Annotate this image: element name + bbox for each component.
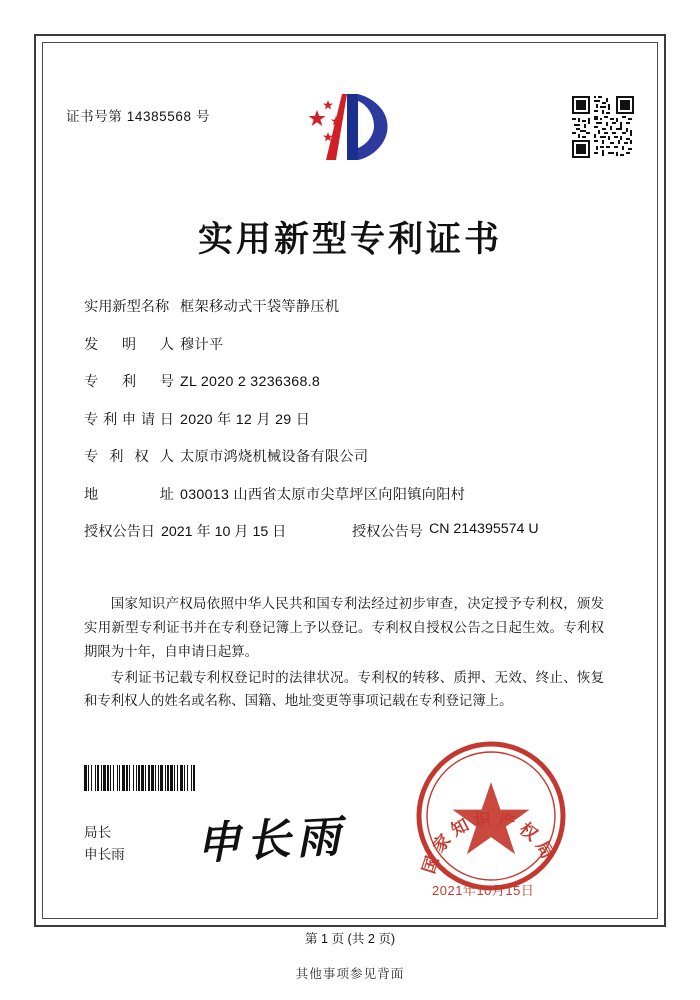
- field-value-name: 框架移动式干袋等静压机: [180, 299, 340, 315]
- page-title: 实用新型专利证书: [197, 220, 502, 260]
- cnipa-emblem-icon: [300, 88, 400, 166]
- field-row-inventor: [84, 334, 624, 354]
- grant-date-value: 2021 年 10 月 15 日: [160, 524, 287, 540]
- field-label-patent-number: 专利号: [84, 374, 174, 390]
- signature-block: [84, 822, 125, 866]
- field-label-name: 实用新型名称: [84, 299, 170, 315]
- qr-code-icon: [572, 96, 634, 158]
- field-value-inventor: 穆计平: [180, 336, 224, 353]
- grant-date-label: 授权公告日: [84, 524, 155, 540]
- grant-number-value: CN 214395574 U: [428, 521, 539, 537]
- director-role-label: 局长: [84, 825, 112, 840]
- legal-paragraph-2: 专利证书记载专利权登记时的法律状况。专利权的转移、质押、无效、终止、恢复和专利权人的姓名或名称、国籍、地址变更等事项记载在专利登记簿上。: [84, 669, 604, 709]
- field-value-patent-number: ZL 2020 2 3236368.8: [180, 374, 321, 390]
- field-row-patentee: [84, 446, 624, 466]
- grant-date-group: [84, 521, 352, 541]
- field-row-address: [84, 484, 624, 504]
- field-row-application-date: [84, 409, 624, 429]
- field-row-patent-number: [84, 371, 624, 391]
- seal-date: 2021年10月15日: [432, 883, 535, 898]
- field-label-application-date: 专利申请日: [84, 411, 174, 428]
- field-value-patentee: 太原市鸿烧机械设备有限公司: [180, 449, 369, 465]
- director-handwritten-signature: 申长雨: [195, 811, 348, 870]
- field-label-inventor: 发明人: [84, 336, 174, 353]
- certificate-number: 证书号第 14385568 号: [66, 109, 211, 124]
- legal-paragraph-1: 国家知识产权局依照中华人民共和国专利法经过初步审查，决定授予专利权，颁发实用新型专利证书并在专利登记簿上予以登记。专利权自授权公告之日起生效。专利权期限为十年，自申请日起算。: [84, 596, 604, 659]
- footnote: 其他事项参见背面: [295, 967, 405, 981]
- grant-info-row: [84, 521, 624, 541]
- grant-number-group: [352, 521, 624, 541]
- official-seal-icon: [410, 735, 572, 897]
- page-number: 第 1 页 (共 2 页): [304, 932, 396, 946]
- field-value-application-date: 2020 年 12 月 29 日: [180, 411, 311, 428]
- field-label-address: 地址: [84, 486, 174, 503]
- field-row-name: [84, 296, 624, 316]
- field-label-patentee: 专利权人: [84, 449, 174, 465]
- grant-number-label: 授权公告号: [352, 524, 423, 540]
- barcode-icon: [84, 765, 276, 791]
- field-value-address: 030013 山西省太原市尖草坪区向阳镇向阳村: [180, 486, 466, 503]
- legal-text: [84, 592, 604, 715]
- director-name: 申长雨: [84, 847, 125, 863]
- certificate-fields: [84, 296, 624, 558]
- svg-text:国家知识产权局: 国家知识产权局: [419, 809, 560, 877]
